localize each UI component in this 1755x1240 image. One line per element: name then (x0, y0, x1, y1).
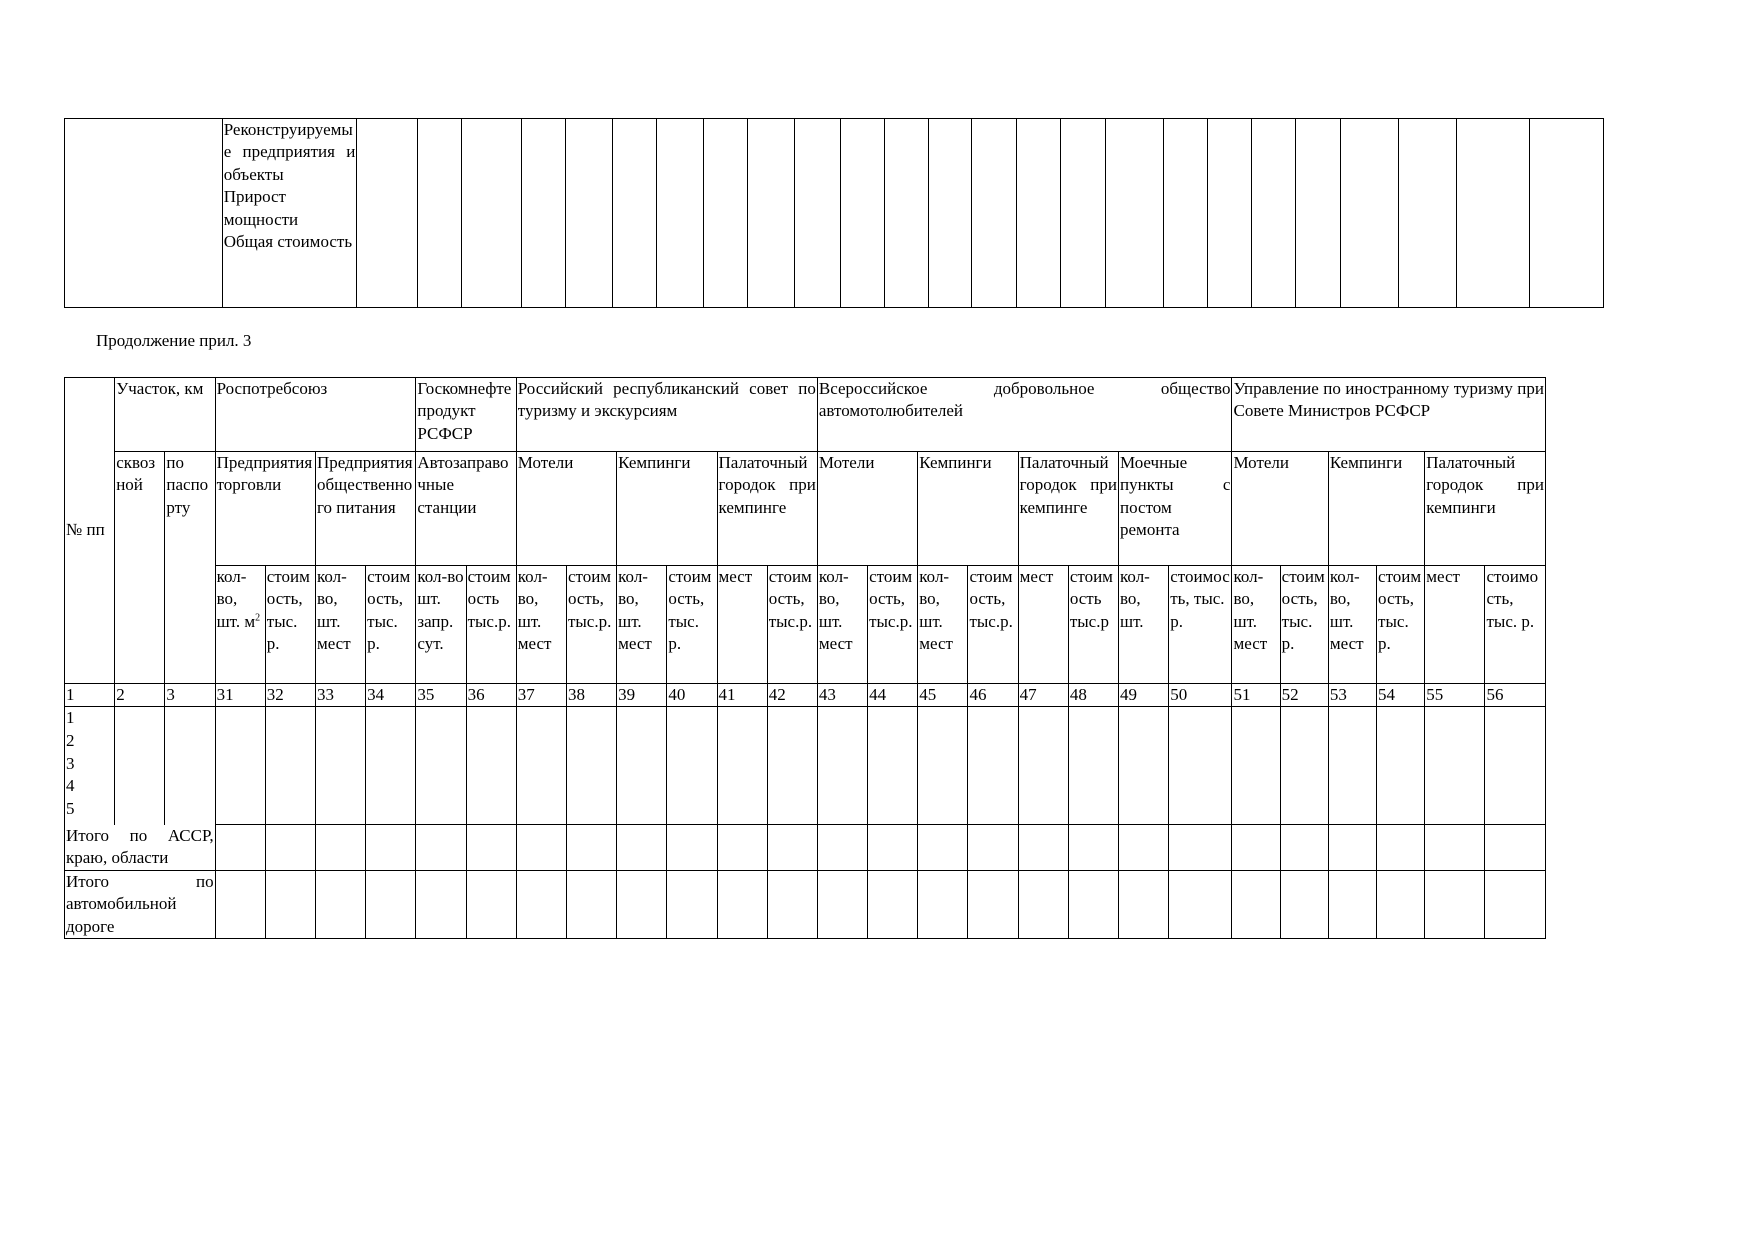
data-cell (1169, 707, 1232, 825)
segment-header: Участок, км (115, 378, 215, 452)
total-road-cell (968, 870, 1018, 938)
unit-header-cell: кол-во, шт. мест (918, 566, 968, 684)
top-cell (461, 119, 521, 308)
total-region-cell (1232, 825, 1280, 870)
total-road-label: Итого по автомобильной дороге (65, 870, 216, 938)
total-road-cell (215, 870, 265, 938)
unit-header-cell: кол-во, шт. мест (516, 566, 566, 684)
top-cell (613, 119, 656, 308)
total-region-cell (767, 825, 817, 870)
top-cell (1252, 119, 1296, 308)
total-region-cell (817, 825, 867, 870)
total-region-cell (918, 825, 968, 870)
total-region-cell (667, 825, 717, 870)
top-row-labels (222, 119, 357, 308)
column-number: 34 (366, 684, 416, 707)
sub-campings-2: Кемпинги (918, 452, 1018, 566)
column-number: 44 (868, 684, 918, 707)
total-road-cell (667, 870, 717, 938)
column-number: 55 (1425, 684, 1485, 707)
total-road-cell (1485, 870, 1546, 938)
main-table (64, 377, 1546, 939)
total-road-cell (767, 870, 817, 938)
column-number: 1 (65, 684, 115, 707)
data-cell (717, 707, 767, 825)
unit-header-cell: стоимость, тыс. р. (1169, 566, 1232, 684)
row-number: 4 (66, 776, 75, 796)
total-region-cell (1485, 825, 1546, 870)
row-number: 2 (66, 731, 75, 750)
num-header-label: № пп (66, 520, 105, 540)
total-road-cell (1018, 870, 1068, 938)
unit-header-cell: стоимость, тыс. р. (366, 566, 416, 684)
unit-header-cell: стоимость, тыс.р. (566, 566, 616, 684)
top-cell (928, 119, 971, 308)
data-cell (1119, 707, 1169, 825)
column-number: 53 (1328, 684, 1376, 707)
total-road-cell (1377, 870, 1425, 938)
unit-header-text: кол-во, шт. $м^2$ (216, 567, 261, 631)
data-cell (215, 707, 265, 825)
total-road-cell (717, 870, 767, 938)
unit-header-cell: стоимость, тыс. р. (667, 566, 717, 684)
top-empty-cell (65, 119, 223, 308)
unit-header-cell: стоимость, тыс. р. (1280, 566, 1328, 684)
data-cell (315, 707, 365, 825)
column-number: 40 (667, 684, 717, 707)
unit-header-cell: кол-во, шт. мест (817, 566, 867, 684)
top-cell (1296, 119, 1340, 308)
total-road-cell (817, 870, 867, 938)
column-number: 47 (1018, 684, 1068, 707)
org-rospotrebsoyuz: Роспотребсоюз (215, 378, 416, 452)
column-number: 56 (1485, 684, 1546, 707)
top-cell (1207, 119, 1251, 308)
column-number: 45 (918, 684, 968, 707)
top-cell (1061, 119, 1105, 308)
top-cell (1530, 119, 1604, 308)
top-cell (357, 119, 417, 308)
data-cell (165, 707, 215, 825)
total-region-cell (215, 825, 265, 870)
org-foreign-tourism: Управление по иностранному туризму при Совете Министров РСФСР (1232, 378, 1546, 452)
column-number: 48 (1068, 684, 1118, 707)
top-cell (417, 119, 461, 308)
data-cell (416, 707, 466, 825)
data-cell (968, 707, 1018, 825)
data-cell (868, 707, 918, 825)
total-road-cell (1169, 870, 1232, 938)
top-cell (1163, 119, 1207, 308)
top-cell (1398, 119, 1456, 308)
sub-campings-1: Кемпинги (617, 452, 717, 566)
column-number: 38 (566, 684, 616, 707)
total-region-cell (968, 825, 1018, 870)
data-cell (566, 707, 616, 825)
total-road-cell (416, 870, 466, 938)
unit-header-cell: мест (717, 566, 767, 684)
column-number: 36 (466, 684, 516, 707)
total-region-cell (1018, 825, 1068, 870)
total-region-cell (1328, 825, 1376, 870)
unit-header-cell: стоимость, тыс. р. (265, 566, 315, 684)
data-cell (667, 707, 717, 825)
unit-header-cell: стоимость тыс.р. (466, 566, 516, 684)
unit-header-cell: кол-во, шт. (1119, 566, 1169, 684)
data-cell (516, 707, 566, 825)
top-cell (566, 119, 613, 308)
column-number: 52 (1280, 684, 1328, 707)
org-tourism-council: Российский республиканский совет по туризму и экскурсиям (516, 378, 817, 452)
org-goskomnefteprodukt: Госкомнефтепродукт РСФСР (416, 378, 516, 452)
sub-motels-2: Мотели (817, 452, 917, 566)
column-number: 37 (516, 684, 566, 707)
top-cell (1017, 119, 1061, 308)
unit-header-cell: кол-во шт. запр. сут. (416, 566, 466, 684)
col-num-header (65, 378, 115, 684)
data-cell (1068, 707, 1118, 825)
top-cell (656, 119, 703, 308)
total-road-cell (516, 870, 566, 938)
unit-header-cell: кол-во, шт. мест (617, 566, 667, 684)
column-number: 39 (617, 684, 667, 707)
total-road-cell (366, 870, 416, 938)
superscript-two: 2 (255, 612, 261, 624)
total-road-cell (315, 870, 365, 938)
row-number: 3 (66, 753, 75, 773)
data-cell (1328, 707, 1376, 825)
total-region-cell (1425, 825, 1485, 870)
top-cell (971, 119, 1016, 308)
top-cell (1340, 119, 1398, 308)
total-region-cell (617, 825, 667, 870)
sub-tent-town-3: Палаточный городок при кемпинги (1425, 452, 1546, 566)
unit-header-cell: стоимость, тыс. р. (1377, 566, 1425, 684)
total-region-cell (315, 825, 365, 870)
total-region-cell (265, 825, 315, 870)
data-cell (617, 707, 667, 825)
unit-header-cell (215, 566, 265, 684)
data-cell (1232, 707, 1280, 825)
total-region-cell (1068, 825, 1118, 870)
column-number: 46 (968, 684, 1018, 707)
total-road-cell (566, 870, 616, 938)
data-cell (918, 707, 968, 825)
unit-header-cell: стоимость, тыс.р. (868, 566, 918, 684)
unit-header-cell: мест (1425, 566, 1485, 684)
data-cell (1425, 707, 1485, 825)
total-region-cell (416, 825, 466, 870)
data-cell (265, 707, 315, 825)
top-cell (522, 119, 566, 308)
data-cell (1485, 707, 1546, 825)
top-label-total-cost: Общая стоимость (223, 232, 353, 252)
org-motorists-society: Всероссийское добровольное общество автомотолюбителей (817, 378, 1232, 452)
sub-tent-town-2: Палаточный городок при кемпинге (1018, 452, 1118, 566)
sub-motels-1: Мотели (516, 452, 616, 566)
total-road-cell (918, 870, 968, 938)
sub-catering: Предприятия общественного питания (315, 452, 415, 566)
column-number: 31 (215, 684, 265, 707)
column-number: 35 (416, 684, 466, 707)
top-cell (748, 119, 795, 308)
total-region-cell (1377, 825, 1425, 870)
total-road-cell (1232, 870, 1280, 938)
unit-header-cell: кол-во, шт. мест (1232, 566, 1280, 684)
row-number: 5 (66, 798, 75, 818)
data-cell (1280, 707, 1328, 825)
sub-gas-stations: Автозаправочные станции (416, 452, 516, 566)
sub-wash-points: Моечные пункты с постом ремонта (1119, 452, 1232, 566)
column-number: 41 (717, 684, 767, 707)
column-number: 43 (817, 684, 867, 707)
data-cell (115, 707, 165, 825)
sub-trade: Предприятия торговли (215, 452, 315, 566)
segment-passport: по паспорту (165, 452, 215, 684)
caption: Продолжение прил. 3 (96, 331, 252, 350)
sub-campings-3: Кемпинги (1328, 452, 1424, 566)
sub-tent-town-1: Палаточный городок при кемпинге (717, 452, 817, 566)
data-cell (817, 707, 867, 825)
row-numbers (65, 707, 115, 825)
top-cell (795, 119, 841, 308)
total-road-cell (1425, 870, 1485, 938)
total-region-cell (466, 825, 516, 870)
column-number: 2 (115, 684, 165, 707)
total-region-cell (1280, 825, 1328, 870)
total-region-cell (516, 825, 566, 870)
total-road-cell (868, 870, 918, 938)
unit-header-cell: мест (1018, 566, 1068, 684)
column-number: 54 (1377, 684, 1425, 707)
unit-header-cell: кол-во, шт. мест (1328, 566, 1376, 684)
column-number: 33 (315, 684, 365, 707)
unit-header-cell: кол-во, шт. мест (315, 566, 365, 684)
data-cell (1377, 707, 1425, 825)
top-table (64, 118, 1604, 308)
top-cell (703, 119, 747, 308)
top-label-growth: Прирост мощности (223, 187, 299, 229)
unit-header-cell: стоимость, тыс. р. (1485, 566, 1546, 684)
total-road-cell (1068, 870, 1118, 938)
column-number: 32 (265, 684, 315, 707)
row-number: 1 (66, 708, 75, 728)
data-cell (366, 707, 416, 825)
total-region-cell (1119, 825, 1169, 870)
unit-header-cell: стоимость тыс.р (1068, 566, 1118, 684)
total-region-cell (868, 825, 918, 870)
total-road-cell (1328, 870, 1376, 938)
segment-through: сквозной (115, 452, 165, 684)
total-region-label: Итого по АССР, краю, области (65, 825, 216, 870)
data-cell (466, 707, 516, 825)
column-number: 3 (165, 684, 215, 707)
column-number: 42 (767, 684, 817, 707)
unit-header-cell: стоимость, тыс.р. (968, 566, 1018, 684)
total-region-cell (1169, 825, 1232, 870)
top-cell (884, 119, 928, 308)
unit-header-cell: стоимость, тыс.р. (767, 566, 817, 684)
total-region-cell (566, 825, 616, 870)
data-cell (767, 707, 817, 825)
top-cell (1105, 119, 1163, 308)
data-cell (1018, 707, 1068, 825)
total-road-cell (617, 870, 667, 938)
column-number: 49 (1119, 684, 1169, 707)
column-number: 51 (1232, 684, 1280, 707)
column-number: 50 (1169, 684, 1232, 707)
top-label-reconstructed: Реконструируемые предприятия и объекты (223, 120, 356, 184)
total-road-cell (466, 870, 516, 938)
total-region-cell (717, 825, 767, 870)
total-region-cell (366, 825, 416, 870)
top-cell (1457, 119, 1530, 308)
total-road-cell (1280, 870, 1328, 938)
total-road-cell (265, 870, 315, 938)
sub-motels-3: Мотели (1232, 452, 1328, 566)
top-cell (841, 119, 884, 308)
total-road-cell (1119, 870, 1169, 938)
